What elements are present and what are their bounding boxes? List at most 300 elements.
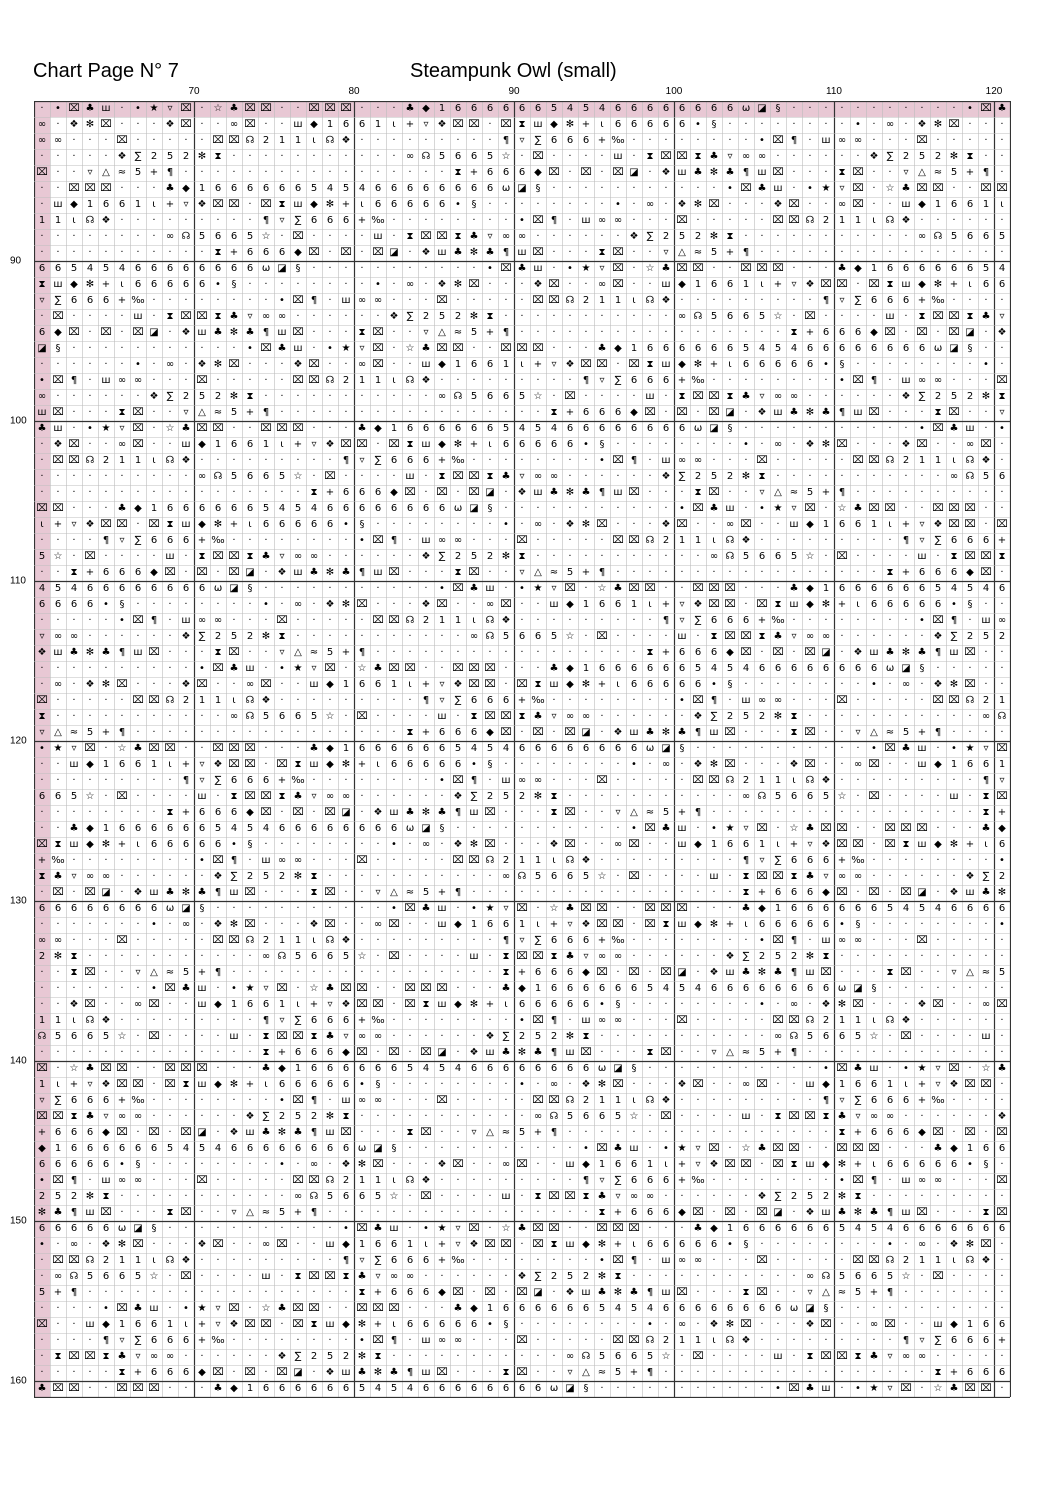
- chart-cell: ·: [402, 597, 418, 613]
- chart-cell: ◪: [194, 1125, 210, 1141]
- chart-cell: 2: [690, 469, 706, 485]
- chart-cell: ·: [130, 949, 146, 965]
- chart-cell: ш: [546, 677, 562, 693]
- chart-cell: ш: [786, 517, 802, 533]
- chart-cell: ·: [642, 1029, 658, 1045]
- chart-cell: ·: [530, 837, 546, 853]
- chart-cell: ·: [962, 1205, 978, 1221]
- chart-cell: ш: [498, 773, 514, 789]
- chart-cell: ·: [914, 1029, 930, 1045]
- chart-cell: ·: [946, 933, 962, 949]
- chart-cell: ·: [146, 725, 162, 741]
- chart-cell: ·: [786, 613, 802, 629]
- chart-cell: ·: [514, 821, 530, 837]
- chart-cell: ·: [450, 901, 466, 917]
- chart-cell: ⧗: [978, 789, 994, 805]
- chart-cell: ∞: [962, 437, 978, 453]
- chart-cell: ⌧: [754, 1077, 770, 1093]
- chart-cell: ·: [738, 725, 754, 741]
- chart-cell: ⧗: [34, 709, 50, 725]
- chart-cell: ·: [914, 789, 930, 805]
- chart-cell: ✻: [450, 437, 466, 453]
- chart-cell: ·: [930, 469, 946, 485]
- chart-cell: ▿: [34, 1093, 50, 1109]
- chart-cell: ·: [850, 389, 866, 405]
- chart-cell: §: [50, 341, 66, 357]
- chart-cell: 1: [210, 693, 226, 709]
- chart-cell: ·: [242, 1221, 258, 1237]
- chart-cell: ·: [258, 1221, 274, 1237]
- chart-cell: ·: [546, 197, 562, 213]
- chart-cell: ·: [82, 501, 98, 517]
- chart-cell: ·: [818, 1173, 834, 1189]
- chart-cell: 5: [274, 1205, 290, 1221]
- chart-cell: ✻: [562, 1029, 578, 1045]
- chart-cell: ▿: [114, 421, 130, 437]
- chart-cell: ∞: [594, 949, 610, 965]
- chart-cell: 6: [354, 1061, 370, 1077]
- chart-cell: ·: [898, 613, 914, 629]
- chart-cell: 6: [626, 661, 642, 677]
- chart-cell: ·: [658, 325, 674, 341]
- chart-cell: ·: [322, 1301, 338, 1317]
- chart-cell: ·: [354, 229, 370, 245]
- chart-cell: 5: [50, 1029, 66, 1045]
- chart-cell: ∞: [754, 693, 770, 709]
- chart-cell: ❖: [434, 277, 450, 293]
- chart-cell: ·: [850, 741, 866, 757]
- chart-cell: ·: [162, 1093, 178, 1109]
- chart-cell: ·: [946, 1125, 962, 1141]
- chart-cell: ·: [994, 661, 1010, 677]
- chart-cell: 6: [562, 421, 578, 437]
- chart-cell: ❖: [450, 677, 466, 693]
- chart-cell: ⌧: [866, 885, 882, 901]
- chart-cell: 5: [466, 325, 482, 341]
- chart-cell: 1: [722, 1221, 738, 1237]
- chart-cell: ❖: [274, 565, 290, 581]
- chart-cell: ·: [738, 325, 754, 341]
- chart-cell: ·: [274, 965, 290, 981]
- chart-cell: 6: [66, 1221, 82, 1237]
- chart-cell: ·: [994, 565, 1010, 581]
- chart-cell: ◆: [242, 805, 258, 821]
- chart-cell: ш: [674, 165, 690, 181]
- chart-cell: ·: [706, 1285, 722, 1301]
- chart-cell: 6: [546, 933, 562, 949]
- chart-cell: ·: [162, 661, 178, 677]
- chart-cell: •: [834, 917, 850, 933]
- chart-cell: ·: [162, 1285, 178, 1301]
- chart-cell: ⌧: [338, 245, 354, 261]
- chart-cell: ·: [498, 1077, 514, 1093]
- chart-cell: ·: [754, 1157, 770, 1173]
- chart-cell: ·: [690, 1381, 706, 1397]
- chart-cell: ◪: [514, 181, 530, 197]
- chart-cell: 1: [850, 1013, 866, 1029]
- chart-cell: ▿: [82, 165, 98, 181]
- chart-cell: 5: [82, 725, 98, 741]
- chart-cell: 6: [418, 421, 434, 437]
- chart-cell: ·: [866, 565, 882, 581]
- chart-cell: ·: [450, 1109, 466, 1125]
- chart-cell: 6: [914, 1157, 930, 1173]
- chart-cell: ·: [130, 933, 146, 949]
- chart-cell: ⌧: [146, 693, 162, 709]
- chart-cell: ·: [514, 517, 530, 533]
- chart-cell: ·: [594, 1125, 610, 1141]
- chart-cell: ∞: [322, 789, 338, 805]
- chart-cell: ◪: [146, 325, 162, 341]
- chart-cell: ·: [322, 229, 338, 245]
- chart-cell: ·: [722, 325, 738, 341]
- chart-cell: 6: [226, 501, 242, 517]
- chart-cell: ⌧: [882, 1317, 898, 1333]
- chart-cell: 6: [338, 1141, 354, 1157]
- chart-cell: 6: [370, 741, 386, 757]
- chart-cell: ⧗: [978, 1205, 994, 1221]
- chart-cell: ·: [226, 453, 242, 469]
- chart-cell: ⧗: [242, 389, 258, 405]
- chart-cell: ·: [962, 1173, 978, 1189]
- chart-cell: ·: [642, 165, 658, 181]
- chart-cell: ·: [706, 565, 722, 581]
- chart-cell: ·: [850, 1301, 866, 1317]
- chart-cell: ❖: [370, 805, 386, 821]
- chart-cell: ⌧: [242, 789, 258, 805]
- chart-cell: ·: [946, 293, 962, 309]
- chart-cell: ⌧: [738, 1157, 754, 1173]
- chart-cell: ·: [34, 197, 50, 213]
- chart-cell: ◆: [690, 917, 706, 933]
- chart-cell: ɩ: [530, 917, 546, 933]
- chart-cell: ·: [370, 949, 386, 965]
- chart-cell: ·: [706, 213, 722, 229]
- chart-cell: ⌧: [818, 277, 834, 293]
- chart-cell: ·: [258, 485, 274, 501]
- chart-cell: ·: [322, 453, 338, 469]
- chart-cell: ⌧: [594, 901, 610, 917]
- chart-cell: ⧗: [402, 1125, 418, 1141]
- chart-cell: ◆: [338, 1237, 354, 1253]
- chart-cell: ш: [258, 853, 274, 869]
- chart-cell: ·: [690, 949, 706, 965]
- chart-cell: ❖: [914, 117, 930, 133]
- chart-cell: ·: [930, 1189, 946, 1205]
- chart-cell: ❖: [242, 1109, 258, 1125]
- chart-cell: 6: [882, 1093, 898, 1109]
- chart-cell: ·: [770, 1061, 786, 1077]
- chart-cell: ⧗: [514, 549, 530, 565]
- chart-cell: ·: [930, 933, 946, 949]
- chart-cell: 5: [754, 309, 770, 325]
- chart-cell: ·: [482, 869, 498, 885]
- chart-cell: ♣: [178, 421, 194, 437]
- chart-cell: ·: [82, 229, 98, 245]
- chart-cell: ·: [978, 1173, 994, 1189]
- chart-cell: •: [946, 741, 962, 757]
- chart-cell: ∞: [354, 1093, 370, 1109]
- chart-cell: ·: [898, 1301, 914, 1317]
- chart-cell: 6: [770, 549, 786, 565]
- chart-cell: ▿: [946, 965, 962, 981]
- chart-cell: 6: [482, 165, 498, 181]
- chart-cell: ·: [370, 853, 386, 869]
- chart-cell: •: [258, 597, 274, 613]
- chart-cell: ▿: [162, 101, 178, 117]
- chart-cell: ⌧: [770, 261, 786, 277]
- chart-cell: ∑: [210, 773, 226, 789]
- chart-cell: ❖: [738, 1333, 754, 1349]
- chart-cell: ·: [482, 533, 498, 549]
- chart-cell: ·: [706, 1381, 722, 1397]
- chart-cell: ⌧: [226, 133, 242, 149]
- chart-cell: ·: [898, 757, 914, 773]
- chart-cell: ∞: [946, 469, 962, 485]
- chart-cell: ·: [546, 389, 562, 405]
- chart-cell: ·: [690, 1093, 706, 1109]
- chart-cell: ·: [146, 1045, 162, 1061]
- chart-cell: ·: [962, 789, 978, 805]
- chart-cell: ☊: [274, 949, 290, 965]
- chart-cell: ⌧: [498, 709, 514, 725]
- chart-cell: ·: [642, 693, 658, 709]
- chart-cell: ·: [482, 453, 498, 469]
- chart-cell: ш: [50, 421, 66, 437]
- chart-cell: ·: [386, 405, 402, 421]
- chart-cell: ·: [914, 1285, 930, 1301]
- chart-cell: 6: [210, 837, 226, 853]
- chart-cell: ⌧: [834, 885, 850, 901]
- chart-cell: ⧗: [930, 1365, 946, 1381]
- chart-cell: ‰: [450, 453, 466, 469]
- chart-cell: ·: [818, 1365, 834, 1381]
- chart-cell: ⌧: [322, 805, 338, 821]
- chart-cell: ·: [130, 789, 146, 805]
- chart-cell: •: [594, 1253, 610, 1269]
- chart-cell: ·: [162, 789, 178, 805]
- chart-cell: ·: [626, 629, 642, 645]
- chart-cell: 6: [978, 277, 994, 293]
- chart-cell: ш: [642, 389, 658, 405]
- chart-cell: ·: [546, 309, 562, 325]
- chart-cell: ∞: [34, 133, 50, 149]
- chart-cell: ·: [786, 453, 802, 469]
- chart-cell: ·: [82, 981, 98, 997]
- chart-cell: ·: [962, 1093, 978, 1109]
- chart-cell: ♣: [786, 405, 802, 421]
- chart-cell: ·: [930, 805, 946, 821]
- chart-cell: ·: [690, 213, 706, 229]
- chart-cell: 2: [242, 629, 258, 645]
- chart-cell: ·: [290, 629, 306, 645]
- chart-cell: ⌧: [706, 405, 722, 421]
- chart-cell: ·: [994, 453, 1010, 469]
- chart-cell: ·: [466, 261, 482, 277]
- chart-cell: ⌧: [786, 1013, 802, 1029]
- chart-cell: ·: [130, 389, 146, 405]
- chart-cell: ✻: [610, 1285, 626, 1301]
- chart-cell: 5: [546, 101, 562, 117]
- chart-cell: ⌧: [674, 261, 690, 277]
- chart-cell: ·: [802, 933, 818, 949]
- chart-cell: ·: [450, 133, 466, 149]
- chart-cell: ·: [610, 1317, 626, 1333]
- chart-cell: ☊: [802, 1013, 818, 1029]
- chart-cell: §: [434, 821, 450, 837]
- chart-cell: ·: [994, 933, 1010, 949]
- chart-cell: ·: [418, 405, 434, 421]
- chart-cell: ·: [226, 949, 242, 965]
- chart-cell: ⌧: [450, 773, 466, 789]
- chart-cell: ¶: [66, 373, 82, 389]
- chart-cell: ∞: [402, 277, 418, 293]
- chart-cell: 5: [290, 1109, 306, 1125]
- chart-cell: ·: [962, 357, 978, 373]
- chart-cell: ·: [498, 757, 514, 773]
- chart-cell: ·: [66, 149, 82, 165]
- chart-cell: ·: [802, 293, 818, 309]
- chart-cell: ·: [450, 821, 466, 837]
- chart-cell: 6: [866, 1093, 882, 1109]
- chart-cell: 6: [626, 1173, 642, 1189]
- chart-cell: ɩ: [994, 197, 1010, 213]
- chart-cell: ш: [866, 645, 882, 661]
- chart-cell: ·: [50, 229, 66, 245]
- chart-cell: ·: [882, 549, 898, 565]
- chart-cell: ·: [50, 469, 66, 485]
- chart-cell: ⌧: [562, 805, 578, 821]
- chart-cell: ·: [530, 229, 546, 245]
- chart-cell: ·: [34, 997, 50, 1013]
- chart-cell: ·: [818, 1237, 834, 1253]
- chart-cell: 6: [882, 1157, 898, 1173]
- chart-cell: ◆: [578, 1157, 594, 1173]
- chart-cell: ◆: [514, 981, 530, 997]
- chart-cell: 5: [738, 549, 754, 565]
- chart-cell: ∞: [194, 613, 210, 629]
- chart-cell: 6: [114, 1269, 130, 1285]
- chart-cell: ω: [498, 181, 514, 197]
- chart-cell: ✻: [82, 277, 98, 293]
- chart-cell: 5: [738, 709, 754, 725]
- chart-cell: ❖: [754, 405, 770, 421]
- chart-cell: ♣: [978, 309, 994, 325]
- chart-cell: ·: [146, 229, 162, 245]
- chart-cell: ·: [962, 485, 978, 501]
- chart-cell: 6: [866, 901, 882, 917]
- chart-cell: ·: [946, 997, 962, 1013]
- chart-cell: ⌧: [834, 277, 850, 293]
- chart-cell: ♣: [658, 261, 674, 277]
- chart-cell: 6: [322, 949, 338, 965]
- chart-cell: ·: [322, 405, 338, 421]
- chart-cell: ·: [610, 645, 626, 661]
- chart-cell: ¶: [738, 853, 754, 869]
- chart-cell: ⧗: [34, 277, 50, 293]
- chart-cell: ·: [914, 357, 930, 373]
- chart-cell: ·: [226, 341, 242, 357]
- chart-cell: 6: [578, 997, 594, 1013]
- chart-cell: ·: [514, 405, 530, 421]
- chart-cell: ·: [386, 581, 402, 597]
- chart-cell: ⌧: [594, 1221, 610, 1237]
- chart-cell: ◪: [130, 1221, 146, 1237]
- chart-cell: ·: [418, 645, 434, 661]
- chart-cell: ▿: [914, 1333, 930, 1349]
- chart-cell: ¶: [258, 405, 274, 421]
- chart-cell: ♣: [946, 1381, 962, 1397]
- chart-cell: ♣: [354, 1269, 370, 1285]
- chart-cell: 6: [466, 181, 482, 197]
- chart-cell: ∞: [226, 117, 242, 133]
- chart-cell: ·: [498, 1285, 514, 1301]
- chart-cell: 6: [738, 309, 754, 325]
- chart-cell: 2: [754, 949, 770, 965]
- chart-cell: ·: [866, 1189, 882, 1205]
- chart-cell: ♣: [770, 629, 786, 645]
- chart-cell: 5: [882, 901, 898, 917]
- chart-cell: ⌧: [338, 1125, 354, 1141]
- chart-cell: •: [914, 421, 930, 437]
- chart-cell: ∞: [130, 1173, 146, 1189]
- chart-cell: ·: [594, 757, 610, 773]
- chart-cell: ·: [178, 661, 194, 677]
- chart-cell: ·: [786, 101, 802, 117]
- chart-cell: ◪: [290, 1365, 306, 1381]
- chart-cell: ⌧: [402, 661, 418, 677]
- chart-cell: △: [194, 405, 210, 421]
- chart-cell: ∞: [834, 133, 850, 149]
- chart-cell: 6: [962, 757, 978, 773]
- chart-cell: ¶: [258, 325, 274, 341]
- chart-cell: +: [194, 965, 210, 981]
- chart-cell: ☆: [210, 101, 226, 117]
- chart-cell: §: [626, 1061, 642, 1077]
- chart-cell: ·: [498, 1173, 514, 1189]
- chart-cell: ·: [738, 741, 754, 757]
- chart-cell: ·: [50, 181, 66, 197]
- chart-cell: ·: [946, 1349, 962, 1365]
- chart-cell: ∞: [530, 469, 546, 485]
- chart-cell: ·: [786, 565, 802, 581]
- chart-cell: ⌧: [386, 565, 402, 581]
- chart-cell: ·: [578, 645, 594, 661]
- chart-cell: ⌧: [66, 325, 82, 341]
- chart-cell: ⌧: [146, 517, 162, 533]
- chart-cell: ·: [642, 1381, 658, 1397]
- chart-cell: ⌧: [946, 501, 962, 517]
- chart-cell: ⌧: [98, 325, 114, 341]
- chart-cell: §: [370, 1077, 386, 1093]
- chart-cell: ▿: [834, 181, 850, 197]
- chart-cell: +: [194, 533, 210, 549]
- chart-cell: ·: [898, 1109, 914, 1125]
- chart-cell: ·: [770, 725, 786, 741]
- chart-cell: ·: [450, 1029, 466, 1045]
- chart-cell: 6: [162, 261, 178, 277]
- chart-cell: ·: [930, 1285, 946, 1301]
- chart-cell: 6: [626, 741, 642, 757]
- chart-cell: ·: [642, 485, 658, 501]
- chart-cell: ·: [770, 517, 786, 533]
- chart-cell: ❖: [98, 1237, 114, 1253]
- chart-cell: ⌧: [786, 197, 802, 213]
- chart-cell: +: [434, 453, 450, 469]
- chart-cell: 6: [146, 277, 162, 293]
- chart-cell: 6: [386, 741, 402, 757]
- chart-cell: ·: [370, 309, 386, 325]
